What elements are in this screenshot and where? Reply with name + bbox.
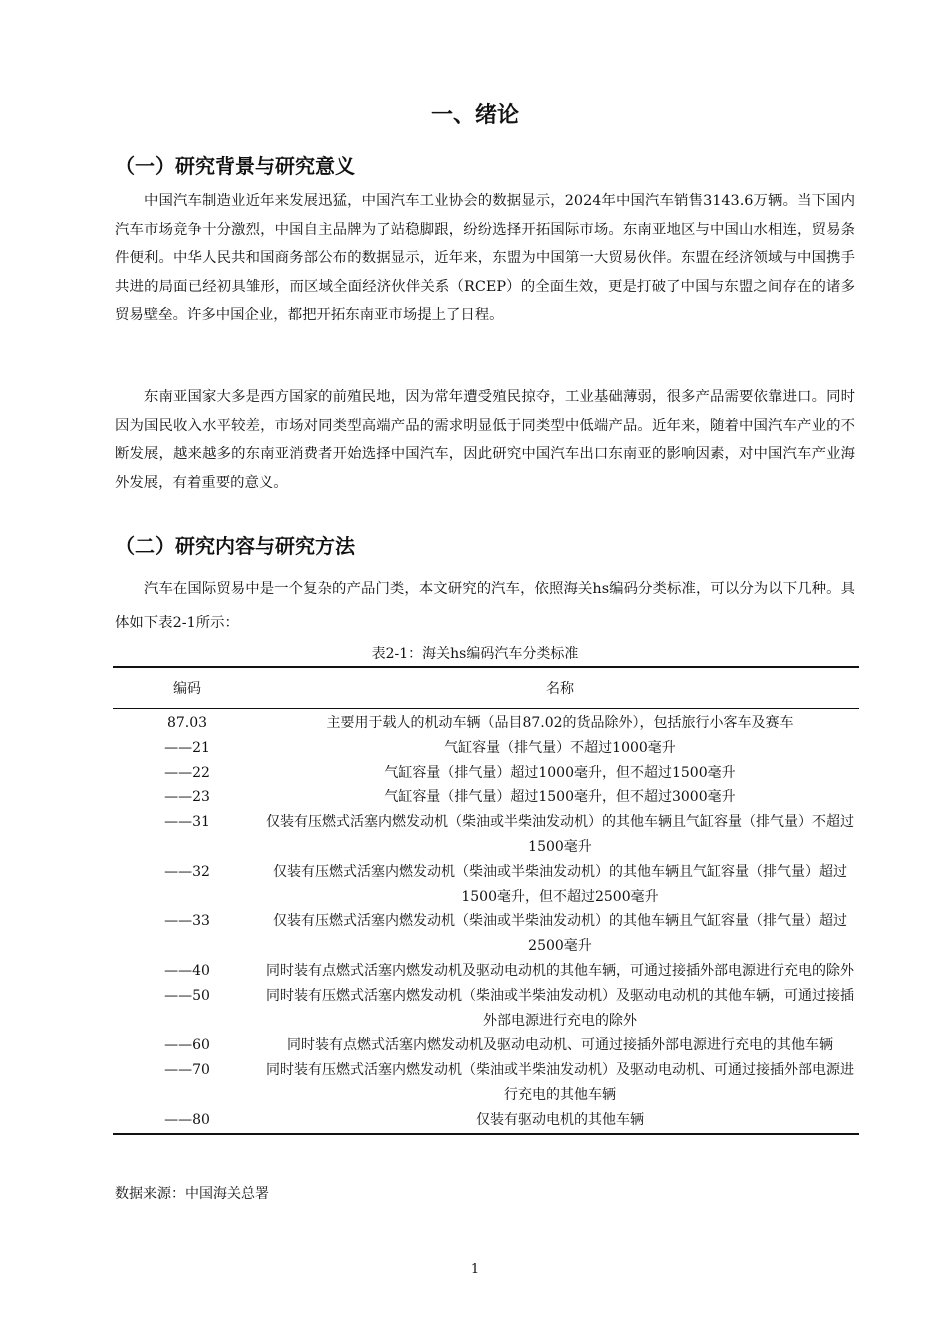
cell-name: 仅装有压燃式活塞内燃发动机（柴油或半柴油发动机）的其他车辆且气缸容量（排气量）不超过1500毫升: [266, 814, 854, 855]
table-row: [113, 785, 859, 810]
section-title-methods: （二）研究内容与研究方法: [115, 534, 355, 558]
table-row: [113, 1058, 859, 1108]
cell-name: 主要用于载人的机动车辆（品目87.02的货品除外），包括旅行小客车及赛车: [326, 715, 794, 731]
table-row: [113, 860, 859, 910]
section-title-background: （一）研究背景与研究意义: [115, 154, 355, 178]
cell-code: ——60: [164, 1037, 210, 1054]
cell-name: 同时装有压燃式活塞内燃发动机（柴油或半柴油发动机）及驱动电动机、可通过接插外部电源进行充电的其他车辆: [266, 1062, 854, 1103]
page-number: 1: [470, 1262, 480, 1277]
cell-code: ——33: [164, 913, 210, 930]
cell-code: ——31: [164, 814, 210, 831]
cell-name: 同时装有压燃式活塞内燃发动机（柴油或半柴油发动机）及驱动电动机的其他车辆，可通过接插外部电源进行充电的除外: [266, 987, 854, 1029]
cell-name: 仅装有压燃式活塞内燃发动机（柴油或半柴油发动机）的其他车辆且气缸容量（排气量）超过2500毫升: [273, 913, 847, 955]
table-caption: 表2-1：海关hs编码汽车分类标准: [371, 646, 579, 662]
cell-name: 气缸容量（排气量）不超过1000毫升: [444, 739, 676, 756]
table-row: [113, 1108, 859, 1134]
header-code: 编码: [113, 667, 261, 709]
cell-name: 仅装有驱动电机的其他车辆: [261, 1108, 859, 1134]
cell-name: 气缸容量（排气量）超过1500毫升，但不超过3000毫升: [384, 789, 736, 806]
cell-code: ——50: [164, 987, 210, 1004]
cell-code: 87.03: [166, 715, 208, 731]
cell-code: ——70: [164, 1062, 210, 1079]
cell-name: 气缸容量（排气量）超过1000毫升，但不超过1500毫升: [384, 764, 736, 781]
cell-code: ——23: [164, 789, 210, 806]
paragraph-methods: 汽车在国际贸易中是一个复杂的产品门类，本文研究的汽车，依照海关hs编码分类标准，可以分为以下几种。具体如下表2-1所示：: [115, 581, 855, 631]
cell-code: ——32: [164, 863, 210, 880]
hs-code-table: [113, 666, 859, 1135]
table-source-note: 数据来源：中国海关总署: [115, 1186, 269, 1202]
header-name: 名称: [261, 667, 859, 709]
cell-code: ——22: [164, 764, 210, 781]
table-row: [113, 909, 859, 959]
cell-name: 同时装有点燃式活塞内燃发动机及驱动电动机、可通过接插外部电源进行充电的其他车辆: [287, 1037, 833, 1054]
table-row: [113, 984, 859, 1034]
cell-code: ——21: [164, 739, 210, 756]
paragraph-background-1: 中国汽车制造业近年来发展迅猛，中国汽车工业协会的数据显示，2024年中国汽车销售3143.6万辆。当下国内汽车市场竞争十分激烈，中国自主品牌为了站稳脚跟，纷纷选择开拓国际市场。东南亚地区与中国山水相连，贸易条件便利。中华人民共和国商务部公布的数据显示，近年来，东盟为中国第一大贸易伙伴。东盟在经济领域与中国携手共进的局面已经初具雏形，而区域全面经济伙伴关系（RCEP）的全面生效，更是打破了中国与东盟之间存在的诸多贸易壁垒。许多中国企业，都把开拓东南亚市场提上了日程。: [115, 193, 855, 324]
table-header-row: [113, 667, 859, 709]
table-row: [113, 959, 859, 984]
chapter-title: 一、绪论: [430, 103, 519, 128]
cell-code: ——80: [113, 1108, 261, 1134]
table-row: [113, 709, 859, 736]
table-row: [113, 1033, 859, 1058]
table-row: [113, 761, 859, 786]
cell-name: 同时装有点燃式活塞内燃发动机及驱动电动机的其他车辆，可通过接插外部电源进行充电的除外: [266, 962, 854, 979]
table-row: [113, 810, 859, 860]
cell-code: ——40: [164, 962, 210, 979]
table-row: [113, 736, 859, 761]
cell-name: 仅装有压燃式活塞内燃发动机（柴油或半柴油发动机）的其他车辆且气缸容量（排气量）超过1500毫升，但不超过2500毫升: [273, 863, 847, 905]
paragraph-background-2: 东南亚国家大多是西方国家的前殖民地，因为常年遭受殖民掠夺，工业基础薄弱，很多产品需要依靠进口。同时因为国民收入水平较差，市场对同类型高端产品的需求明显低于同类型中低端产品。近年来，随着中国汽车产业的不断发展，越来越多的东南亚消费者开始选择中国汽车，因此研究中国汽车出口东南亚的影响因素，对中国汽车产业海外发展，有着重要的意义。: [115, 389, 855, 491]
